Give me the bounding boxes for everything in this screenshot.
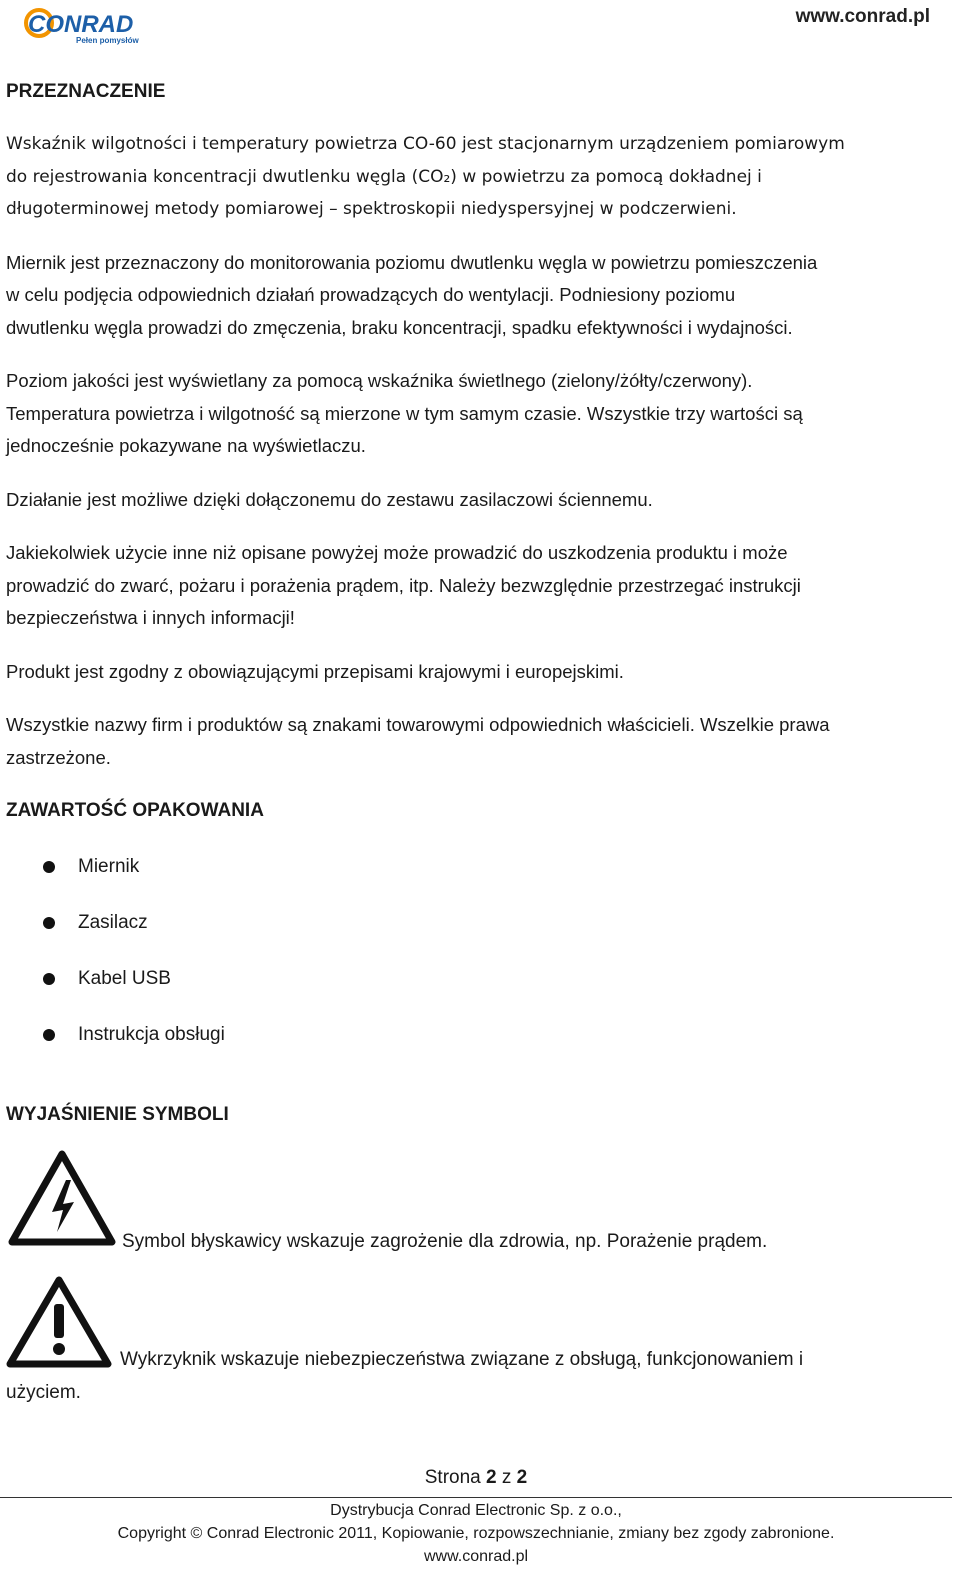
bullet-icon xyxy=(43,1029,55,1041)
purpose-paragraph-4: Działanie jest możliwe dzięki dołączonemu do zestawu zasilaczowi ściennemu. xyxy=(6,488,653,510)
lightning-symbol-description: Symbol błyskawicy wskazuje zagrożenie dla zdrowia, np. Porażenie prądem. xyxy=(122,1231,768,1252)
purpose-paragraph-5: Jakiekolwiek użycie inne niż opisane powyżej może prowadzić do uszkodzenia produktu i może prowadzić do zwarć, pożaru i porażenia prądem, itp. Należy bezwzględnie przestrzegać instrukcji bezpieczeństwa i innych informacji! xyxy=(6,542,801,628)
footer-divider xyxy=(0,1497,952,1498)
high-voltage-warning-icon xyxy=(8,1150,116,1246)
footer-copyright: Copyright © Conrad Electronic 2011, Kopiowanie, rozpowszechnianie, zmiany bez zgody zabronione. xyxy=(117,1525,835,1542)
logo-slogan: Pełen pomysłów xyxy=(76,36,139,45)
bullet-icon xyxy=(43,973,55,985)
list-item: Zasilacz xyxy=(6,895,951,951)
purpose-paragraph-1: Wskaźnik wilgotności i temperatury powietrza CO-60 jest stacjonarnym urządzeniem pomiarowym do rejestrowania koncentracji dwutlenku węgla (CO₂) w powietrzu za pomocą dokładnej i długoterminowej metody pomiarowej – spektroskopii niedyspersyjnej w podczerwieni. xyxy=(6,134,845,219)
header-site-url[interactable]: www.conrad.pl xyxy=(795,6,930,27)
logo-brand: CONRAD xyxy=(28,11,134,38)
section-title-package: ZAWARTOŚĆ OPAKOWANIA xyxy=(6,800,264,821)
section-title-purpose: PRZEZNACZENIE xyxy=(6,81,166,102)
exclamation-symbol-description-line1: Wykrzyknik wskazuje niebezpieczeństwa związane z obsługą, funkcjonowaniem i xyxy=(120,1349,804,1370)
list-item: Kabel USB xyxy=(6,951,951,1007)
document-body xyxy=(6,76,951,1063)
footer-distributor: Dystrybucja Conrad Electronic Sp. z o.o., xyxy=(330,1502,622,1519)
purpose-paragraph-7: Wszystkie nazwy firm i produktów są znakami towarowymi odpowiednich właścicieli. Wszelkie prawa zastrzeżone. xyxy=(6,714,830,768)
exclamation-symbol-description-line2: użyciem. xyxy=(6,1382,81,1403)
bullet-icon xyxy=(43,861,55,873)
conrad-logo xyxy=(22,6,142,46)
exclamation-warning-icon xyxy=(6,1276,112,1368)
page-number: Strona 2 z 2 xyxy=(424,1467,528,1488)
footer-website-link[interactable]: www.conrad.pl xyxy=(423,1548,529,1565)
purpose-paragraph-3: Poziom jakości jest wyświetlany za pomocą wskaźnika świetlnego (zielony/żółty/czerwony). Temperatura powietrza i wilgotność są mierzone w tym samym czasie. Wszystkie trzy wartości są jednocześnie pokazywane na wyświetlaczu. xyxy=(6,370,803,456)
section-title-symbols: WYJAŚNIENIE SYMBOLI xyxy=(6,1104,229,1125)
footer xyxy=(0,1499,952,1568)
list-item: Miernik xyxy=(6,839,951,895)
purpose-paragraph-2: Miernik jest przeznaczony do monitorowania poziomu dwutlenku węgla w powietrzu pomieszczenia w celu podjęcia odpowiednich działań prowadzących do wentylacji. Podniesiony poziomu dwutlenku węgla prowadzi do zmęczenia, braku koncentracji, spadku efektywności i wydajności. xyxy=(6,251,818,338)
package-list xyxy=(6,839,951,1063)
purpose-paragraph-6: Produkt jest zgodny z obowiązującymi przepisami krajowymi i europejskimi. xyxy=(6,660,624,682)
bullet-icon xyxy=(43,917,55,929)
list-item: Instrukcja obsługi xyxy=(6,1007,951,1063)
